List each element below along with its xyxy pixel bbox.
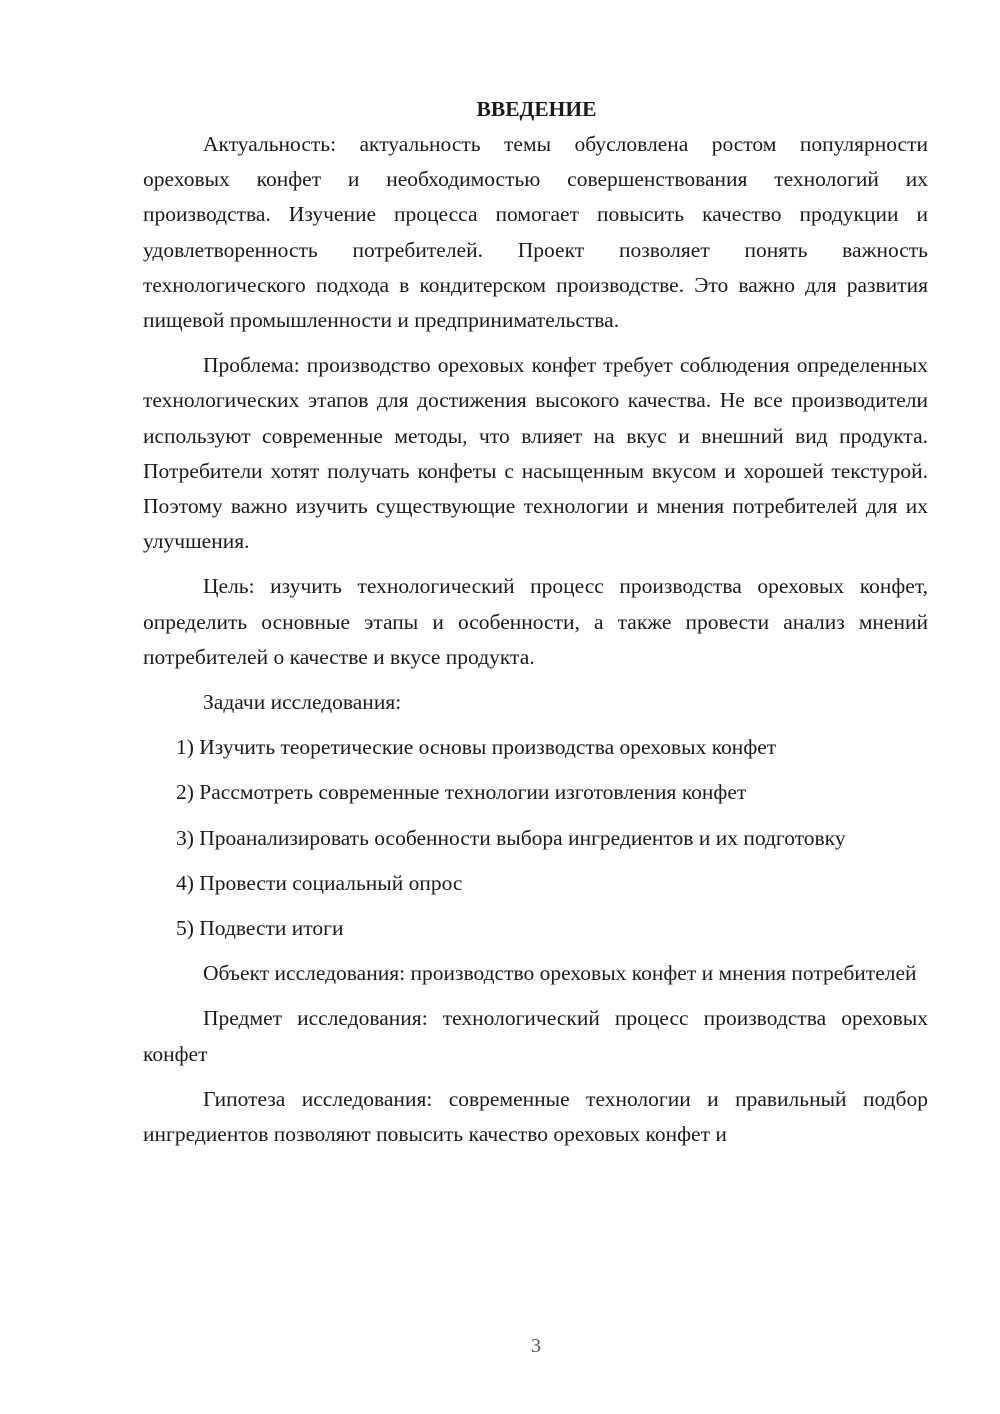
section-title: ВВЕДЕНИЕ xyxy=(476,97,597,121)
paragraph-relevance: Актуальность: актуальность темы обусловлена ростом популярности ореховых конфет и необходимостью совершенствования технологий их производства. Изучение процесса помогает повысить качество продукции и удовлетворенность потребителей. Проект позволяет понять важность технологического подхода в кондитерском производстве. Это важно для развития пищевой промышленности и предпринимательства. xyxy=(143,132,928,333)
paragraph-goal: Цель: изучить технологический процесс производства ореховых конфет, определить основные этапы и особенности, а также провести анализ мнений потребителей о качестве и вкусе продукта. xyxy=(143,574,928,669)
paragraph-hypothesis: Гипотеза исследования: современные технологии и правильный подбор ингредиентов позволяют повысить качество ореховых конфет и xyxy=(143,1086,928,1147)
document-page xyxy=(143,92,928,1152)
tasks-heading: Задачи исследования: xyxy=(203,690,402,715)
page-number: 3 xyxy=(531,1335,541,1357)
paragraph-problem: Проблема: производство ореховых конфет требует соблюдения определенных технологических этапов для достижения высокого качества. Не все производители используют современные методы, что влияет на вкус и внешний вид продукта. Потребители хотят получать конфеты с насыщенным вкусом и хорошей текстурой. Поэтому важно изучить существующие технологии и мнения потребителей для их улучшения. xyxy=(143,353,928,554)
paragraph-object: Объект исследования: производство ореховых конфет и мнения потребителей xyxy=(203,961,917,986)
task-item-1: 1) Изучить теоретические основы производства ореховых конфет xyxy=(176,735,777,760)
task-item-3: 3) Проанализировать особенности выбора ингредиентов и их подготовку xyxy=(176,825,846,850)
task-item-2: 2) Рассмотреть современные технологии изготовления конфет xyxy=(176,780,747,805)
task-item-5: 5) Подвести итоги xyxy=(176,916,344,941)
task-item-4: 4) Провести социальный опрос xyxy=(176,870,463,895)
paragraph-subject: Предмет исследования: технологический процесс производства ореховых конфет xyxy=(143,1006,928,1066)
